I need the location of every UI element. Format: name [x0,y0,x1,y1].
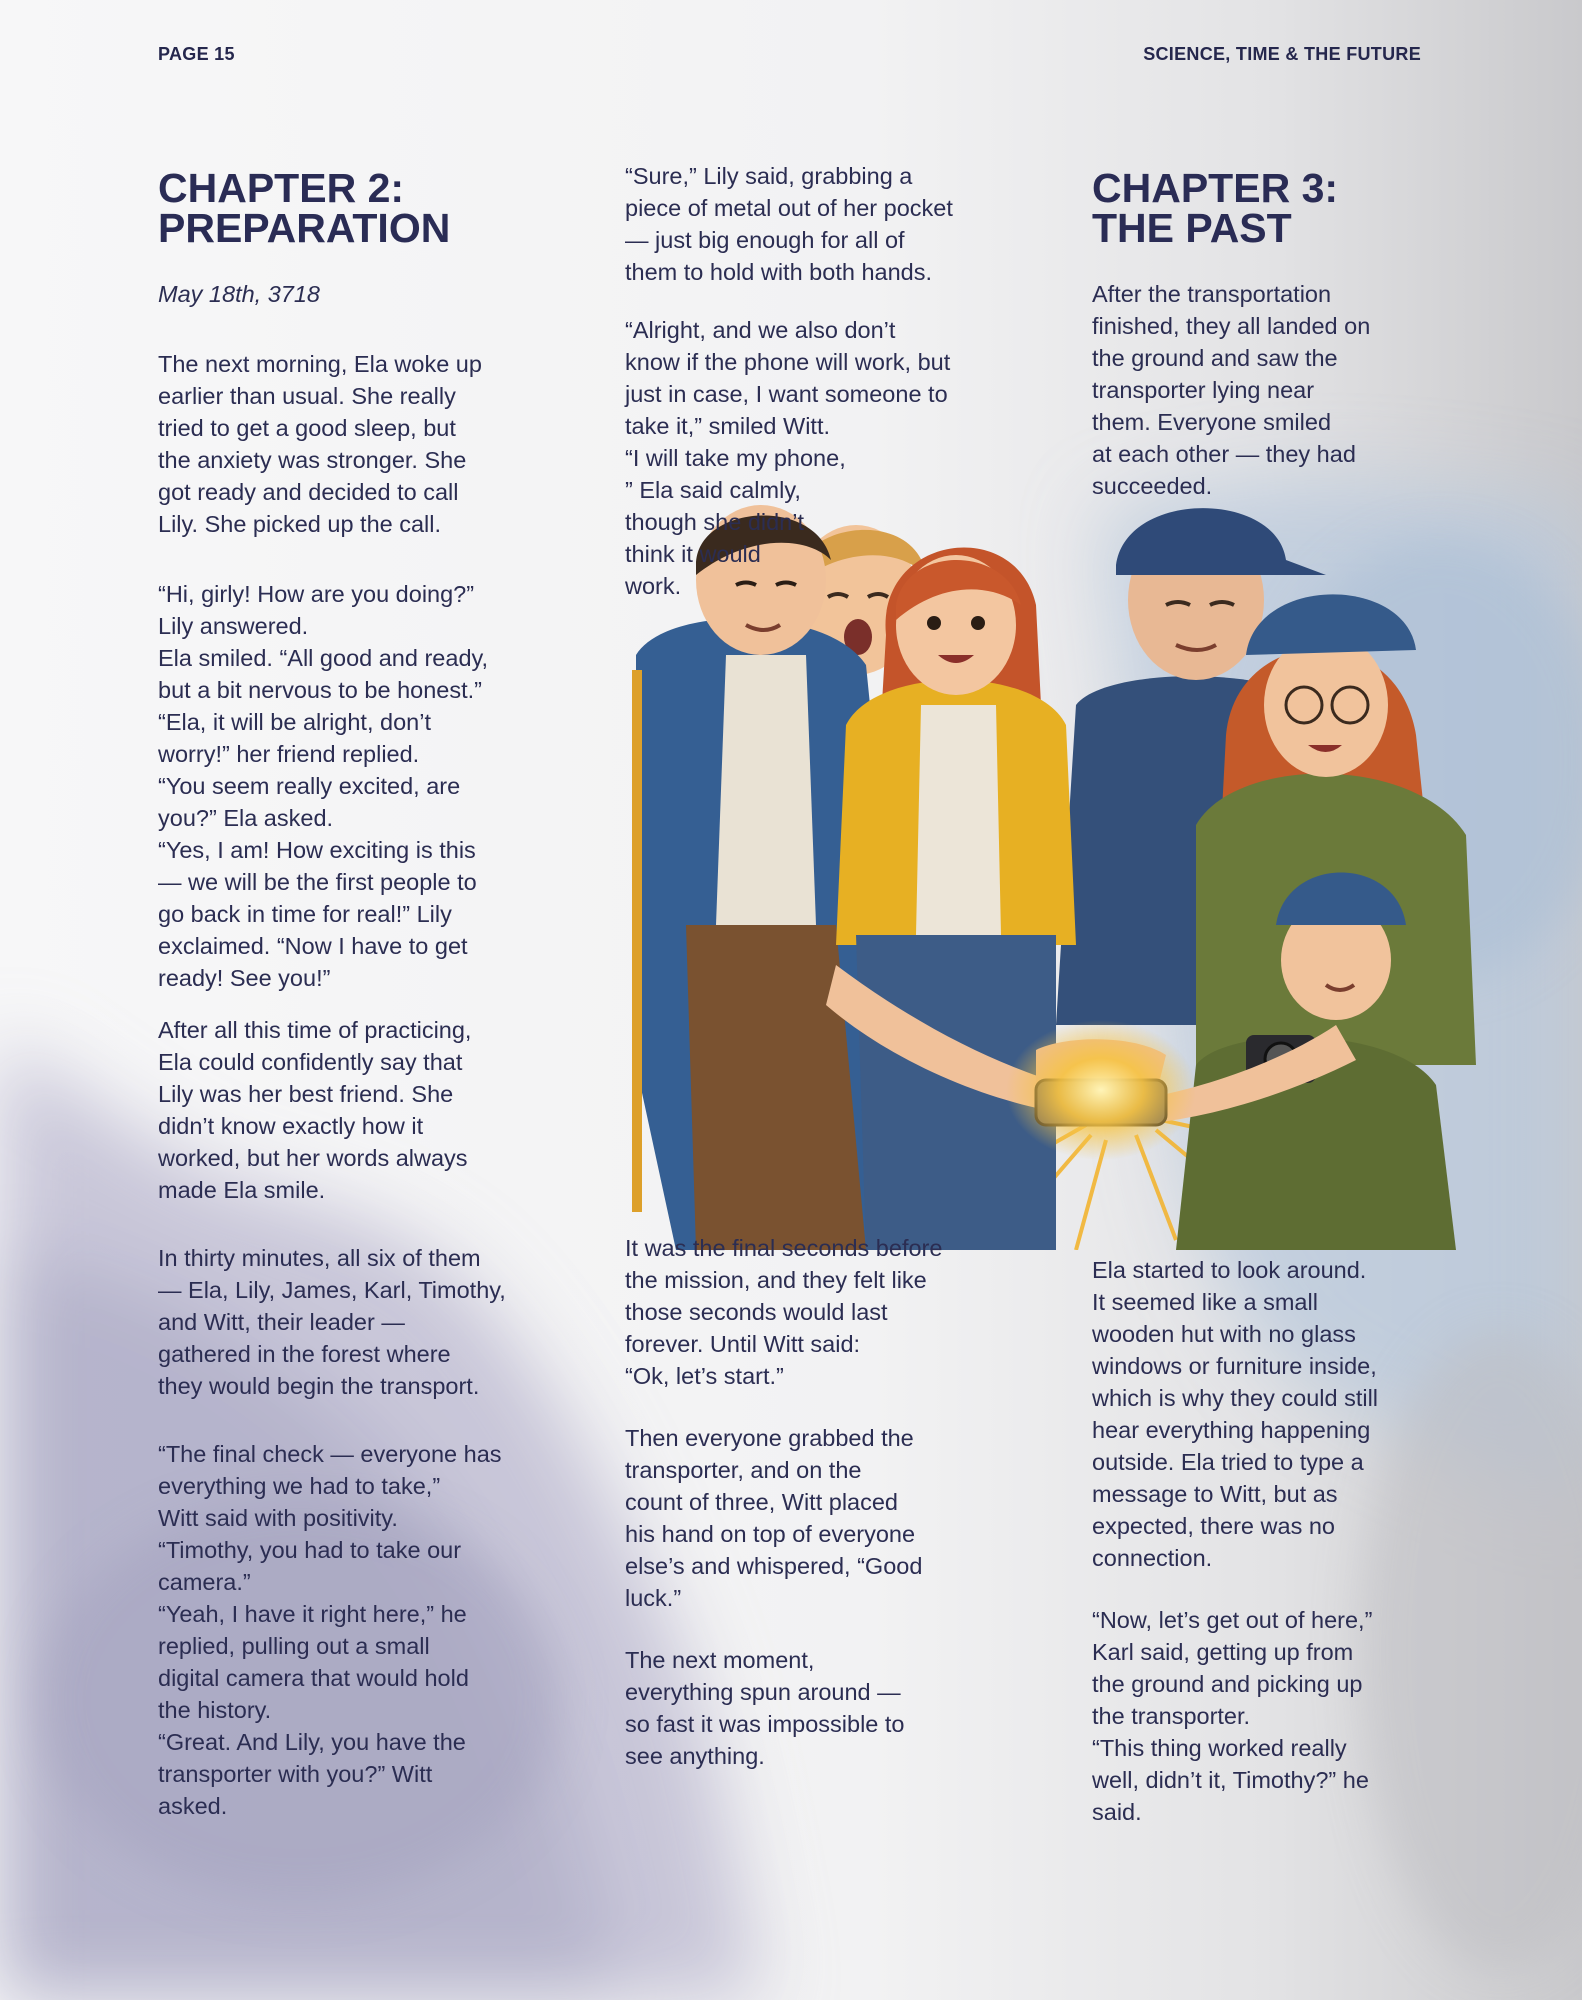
text-line: the ground and saw the [1092,345,1338,371]
text-line: “Great. And Lily, you have the [158,1729,466,1755]
text-line: “Yeah, I have it right here,” he [158,1601,467,1627]
text-line: which is why they could still [1092,1385,1379,1411]
text-line: Lily was her best friend. She [158,1081,454,1107]
middle-column-bottom [625,1232,1025,1772]
chapter-2-title [158,165,558,251]
text-line: Ela could confidently say that [158,1049,463,1075]
text-line: but a bit nervous to be honest.” [158,677,482,703]
text-line: the anxiety was stronger. She [158,447,467,473]
chapter-date: May 18th, 3718 [158,281,320,307]
text-line: “Sure,” Lily said, grabbing a [625,163,913,189]
text-line: “Now, let’s get out of here,” [1092,1607,1373,1633]
text-line: think it would [625,541,761,567]
text-line: Lily answered. [158,613,309,639]
text-line: windows or furniture inside, [1092,1353,1377,1379]
chapter-3-title-line-1: CHAPTER 3: [1092,165,1339,211]
paragraph [1092,1254,1492,1574]
text-line: The next moment, [625,1647,815,1673]
text-line: transporter lying near [1092,377,1315,403]
page-number: PAGE 15 [158,44,235,64]
text-line: expected, there was no [1092,1513,1335,1539]
text-line: — we will be the first people to [158,869,477,895]
accent-bar [632,670,642,1212]
paragraph [158,1438,558,1822]
text-line: wooden hut with no glass [1092,1321,1356,1347]
text-line: just in case, I want someone to [625,381,948,407]
text-line: message to Witt, but as [1092,1481,1338,1507]
text-line: worry!” her friend replied. [158,741,420,767]
text-line: count of three, Witt placed [625,1489,899,1515]
text-line: Lily. She picked up the call. [158,511,442,537]
text-line: In thirty minutes, all six of them [158,1245,481,1271]
text-line: ready! See you!” [158,965,331,991]
text-line: earlier than usual. She really [158,383,456,409]
text-line: take it,” smiled Witt. [625,413,831,439]
text-line: know if the phone will work, but [625,349,951,375]
text-line: tried to get a good sleep, but [158,415,456,441]
chapter-2-column [158,165,558,1822]
text-line: “The final check — everyone has [158,1441,502,1467]
text-line: — Ela, Lily, James, Karl, Timothy, [158,1277,506,1303]
paragraph [158,348,558,540]
paragraph [1092,278,1472,502]
text-line: and Witt, their leader — [158,1309,405,1335]
text-line: The next morning, Ela woke up [158,351,482,377]
paragraph [158,1242,558,1402]
text-line: the history. [158,1697,272,1723]
text-line: everything we had to take,” [158,1473,441,1499]
paragraph [625,314,1025,602]
text-line: camera.” [158,1569,251,1595]
text-line: see anything. [625,1743,765,1769]
text-line: finished, they all landed on [1092,313,1371,339]
paragraph [158,1014,558,1206]
text-line: work. [625,573,682,599]
text-line: worked, but her words always [158,1145,468,1171]
text-line: transporter, and on the [625,1457,862,1483]
text-line: exclaimed. “Now I have to get [158,933,468,959]
text-line: go back in time for real!” Lily [158,901,452,927]
chapter-3-column-bottom [1092,1254,1492,1828]
text-line: It seemed like a small [1092,1289,1318,1315]
text-line: replied, pulling out a small [158,1633,430,1659]
text-line: well, didn’t it, Timothy?” he [1092,1767,1369,1793]
section-title: SCIENCE, TIME & THE FUTURE [1143,44,1421,64]
group-illustration [636,505,1502,1250]
paragraph [625,1422,1025,1614]
text-line: everything spun around — [625,1679,901,1705]
middle-column-top [625,160,1025,602]
text-line: those seconds would last [625,1299,888,1325]
text-line: asked. [158,1793,228,1819]
text-line: “You seem really excited, are [158,773,461,799]
text-line: “Alright, and we also don’t [625,317,896,343]
text-line: Ela smiled. “All good and ready, [158,645,489,671]
chapter-3-title [1092,165,1472,251]
paragraph [625,1232,1025,1392]
text-line: After the transportation [1092,281,1332,307]
text-line: digital camera that would hold [158,1665,469,1691]
paragraph [625,160,1025,288]
chapter-2-title-line-1: CHAPTER 2: [158,165,405,211]
transporter-glow [1006,1020,1196,1160]
text-line: connection. [1092,1545,1213,1571]
text-line: gathered in the forest where [158,1341,451,1367]
text-line: piece of metal out of her pocket [625,195,953,221]
text-line: his hand on top of everyone [625,1521,916,1547]
text-line: outside. Ela tried to type a [1092,1449,1364,1475]
text-line: said. [1092,1799,1142,1825]
text-line: so fast it was impossible to [625,1711,905,1737]
text-line: “Ok, let’s start.” [625,1363,784,1389]
text-line: though she didn’t [625,509,805,535]
text-line: you?” Ela asked. [158,805,334,831]
text-line: It was the final seconds before [625,1235,943,1261]
text-line: Then everyone grabbed the [625,1425,914,1451]
text-line: else’s and whispered, “Good [625,1553,923,1579]
text-line: didn’t know exactly how it [158,1113,424,1139]
text-line: the transporter. [1092,1703,1251,1729]
text-line: — just big enough for all of [625,227,905,253]
text-line: forever. Until Witt said: [625,1331,861,1357]
text-line: they would begin the transport. [158,1373,480,1399]
text-line: Ela started to look around. [1092,1257,1367,1283]
chapter-2-title-line-2: PREPARATION [158,205,451,251]
text-line: After all this time of practicing, [158,1017,472,1043]
text-line: made Ela smile. [158,1177,326,1203]
text-line: the mission, and they felt like [625,1267,927,1293]
text-line: the ground and picking up [1092,1671,1363,1697]
text-line: got ready and decided to call [158,479,459,505]
text-line: Karl said, getting up from [1092,1639,1354,1665]
chapter-3-column-top [1092,165,1472,502]
paragraph [158,578,558,994]
text-line: them. Everyone smiled [1092,409,1332,435]
text-line: Witt said with positivity. [158,1505,398,1531]
chapter-3-title-line-2: THE PAST [1092,205,1292,251]
paragraph [1092,1604,1492,1828]
paragraph [625,1644,1025,1772]
text-line: “Hi, girly! How are you doing?” [158,581,475,607]
text-line: luck.” [625,1585,682,1611]
text-line: at each other — they had [1092,441,1356,467]
text-line: “Yes, I am! How exciting is this [158,837,476,863]
text-line: “Timothy, you had to take our [158,1537,462,1563]
text-line: them to hold with both hands. [625,259,933,285]
text-line: “Ela, it will be alright, don’t [158,709,431,735]
text-line: succeeded. [1092,473,1213,499]
text-line: transporter with you?” Witt [158,1761,433,1787]
text-line: “I will take my phone, [625,445,846,471]
text-line: ” Ela said calmly, [625,477,801,503]
text-line: “This thing worked really [1092,1735,1347,1761]
text-line: hear everything happening [1092,1417,1371,1443]
